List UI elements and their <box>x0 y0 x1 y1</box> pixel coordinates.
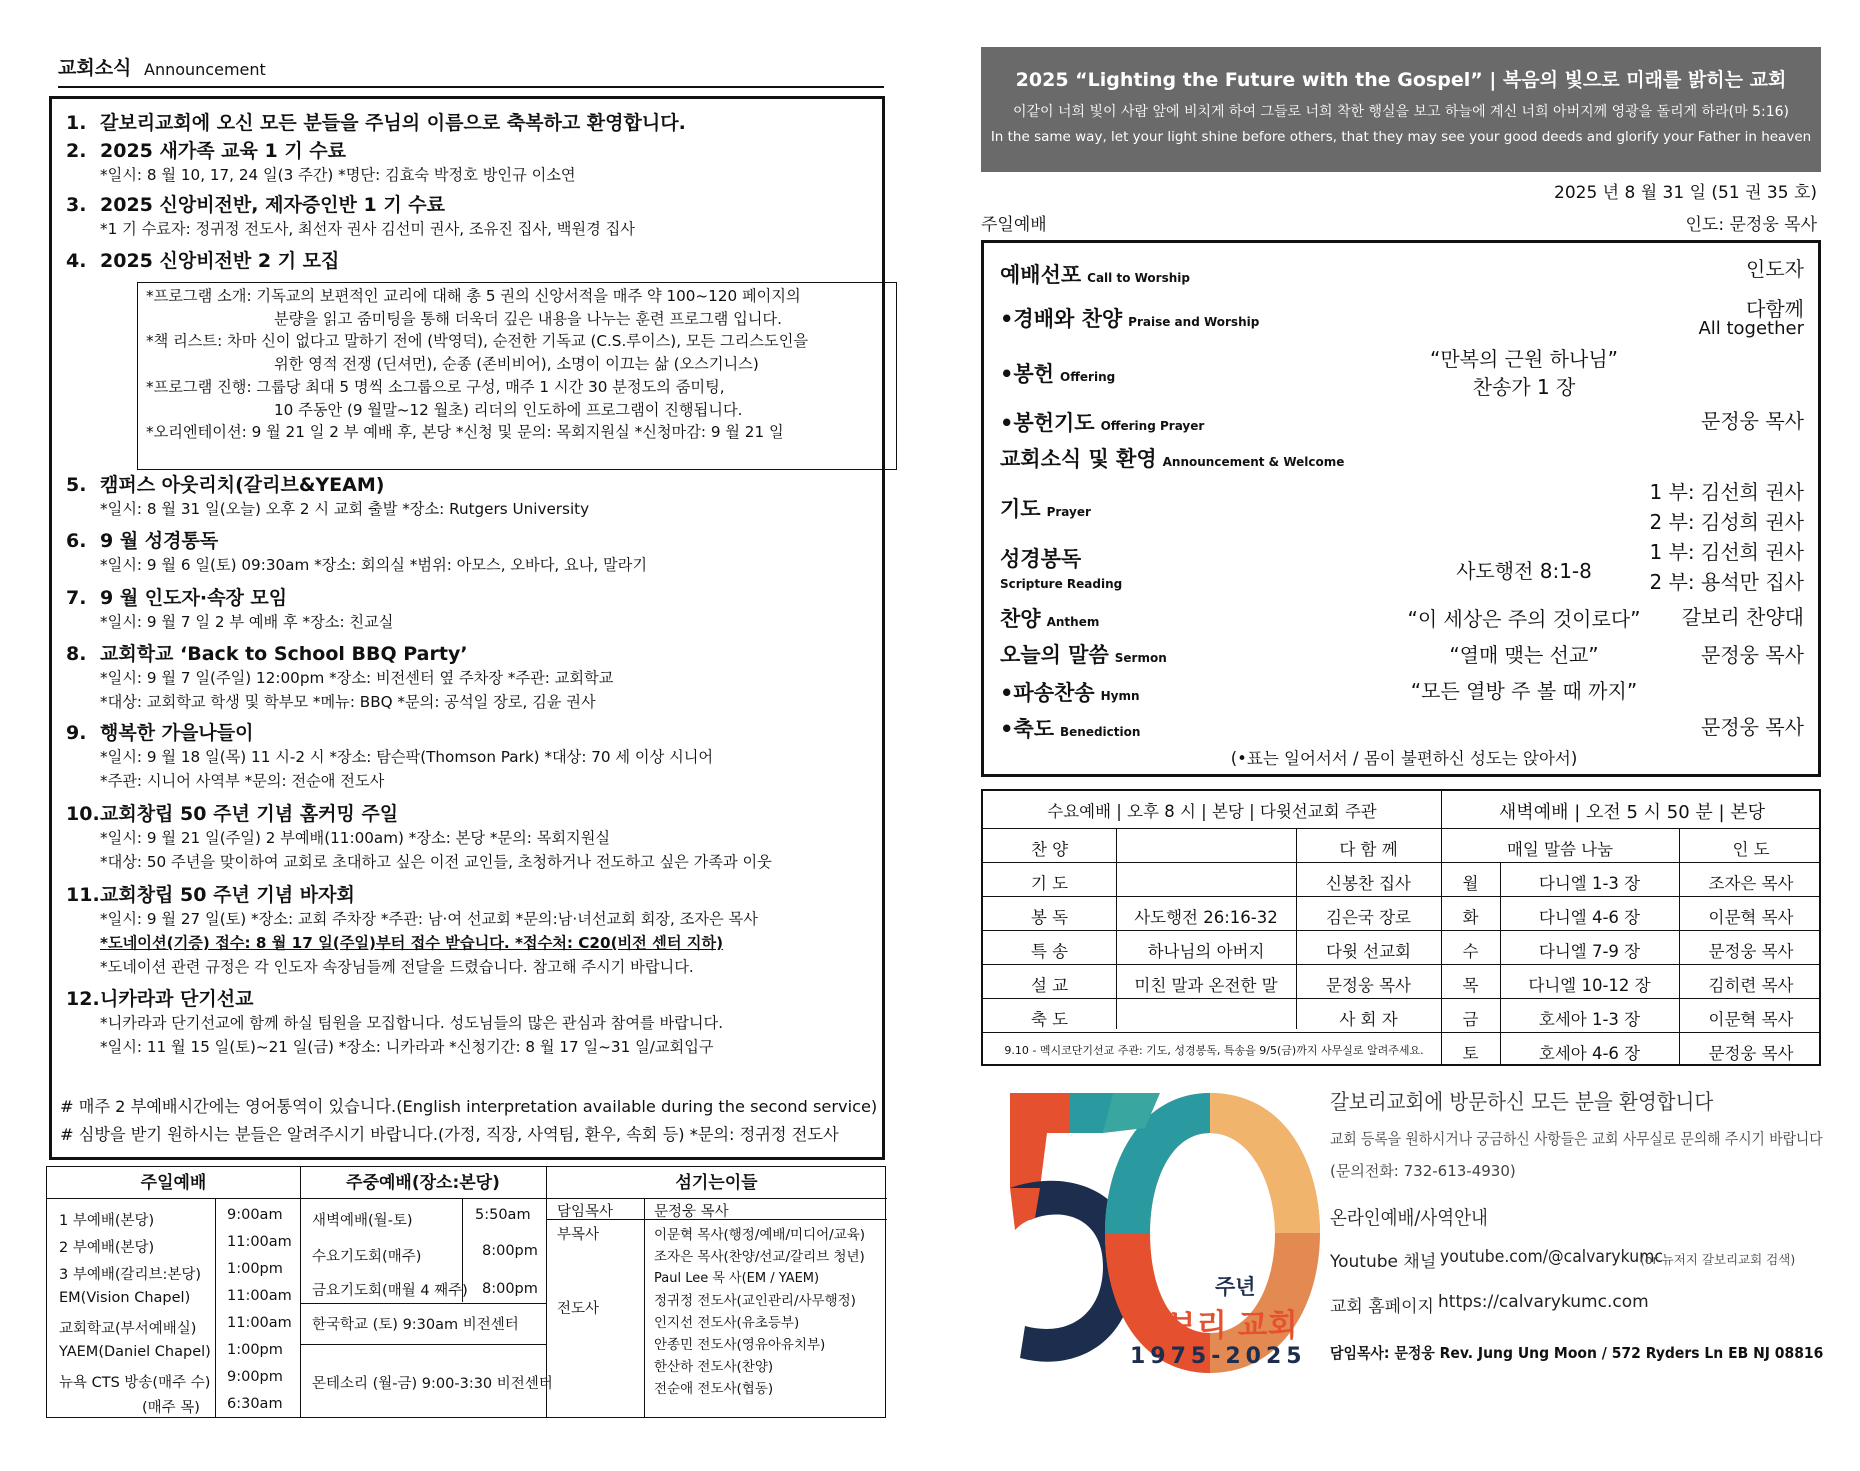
homepage-link[interactable]: https://calvarykumc.com <box>1438 1292 1649 1312</box>
item-line: *일시: 8 월 31 일(오늘) 오후 2 시 교회 출발 *장소: Rutgers University <box>100 500 590 518</box>
item-number: 6. <box>66 530 87 552</box>
step-hymn-number: 찬송가 1 장 <box>1472 375 1576 399</box>
wed-person: 김은국 장로 <box>1326 908 1411 927</box>
dawn-passage: 다니엘 1-3 장 <box>1538 874 1641 893</box>
program-line: 위한 영적 전쟁 (딘셔먼), 순종 (존비비어), 소명이 이끄는 삶 (오스기니스) <box>274 355 759 374</box>
step-leader: 다함께 <box>1746 297 1804 321</box>
service-name: 뉴욕 CTS 방송(매주 수) <box>59 1375 211 1391</box>
staff-name: 안종민 전도사(영유아유치부) <box>654 1337 826 1353</box>
step-english: Announcement & Welcome <box>1162 455 1345 469</box>
item-number: 10. <box>66 803 100 825</box>
schedule-table <box>46 1166 886 1418</box>
staff-role: 담임목사 <box>557 1204 614 1220</box>
wed-person: 문정웅 목사 <box>1326 976 1411 995</box>
step-sermon: “열매 맺는 선교” <box>1449 643 1599 667</box>
announcement-item <box>66 642 866 714</box>
wed-footnote: 9.10 - 멕시코단기선교 주관: 기도, 성경봉독, 특송을 9/5(금)까지 사무실로 알려주세요. <box>1004 1044 1424 1057</box>
step-hymn-title: “만복의 근원 하나님” <box>1430 347 1618 371</box>
dawn-col-leader: 인 도 <box>1732 840 1770 859</box>
step-anthem: “이 세상은 주의 것이로다” <box>1407 607 1641 631</box>
service-time: 6:30am <box>227 1396 283 1412</box>
dawn-passage: 호세아 4-6 장 <box>1538 1044 1641 1063</box>
dawn-day: 목 <box>1462 976 1479 995</box>
announcement-subtitle: Announcement <box>144 60 266 79</box>
service-name: 3 부예배(갈리브:본당) <box>59 1267 202 1283</box>
service-name: (매주 목) <box>142 1400 200 1416</box>
worship-step <box>1000 713 1140 743</box>
step-english: Hymn <box>1100 689 1140 703</box>
dawn-day: 토 <box>1462 1044 1479 1063</box>
item-title: 2025 신앙비전반 2 기 모집 <box>100 250 340 272</box>
step-name: 성경봉독 <box>1000 547 1082 571</box>
worship-step <box>1000 407 1204 437</box>
step-name: 교회소식 및 환영 <box>1000 447 1157 471</box>
staff-name: Paul Lee 목 사(EM / YAEM) <box>654 1271 820 1286</box>
dawn-leader: 김히련 목사 <box>1708 976 1794 995</box>
montessori: 몬테소리 (월-금) 9:00-3:30 비전센터 <box>312 1376 553 1392</box>
dawn-passage: 다니엘 10-12 장 <box>1528 976 1651 995</box>
step-name: 예배선포 <box>1000 263 1082 287</box>
step-name: •파송찬송 <box>1000 681 1095 705</box>
step-leader: 문정웅 목사 <box>1701 409 1804 433</box>
wed-role: 찬 양 <box>1030 840 1069 859</box>
dawn-passage: 다니엘 4-6 장 <box>1538 908 1641 927</box>
item-title: 2025 신앙비전반, 제자증인반 1 기 수료 <box>100 194 445 216</box>
step-hymn: “모든 열방 주 볼 때 까지” <box>1410 679 1638 703</box>
announcement-item <box>66 883 866 979</box>
wed-role: 봉 독 <box>1030 908 1069 927</box>
item-line: *일시: 9 월 21 일(주일) 2 부예배(11:00am) *장소: 본당 *문의: 목회지원실 <box>100 829 611 847</box>
item-title: 캠퍼스 아웃리치(갈리브&YEAM) <box>100 474 385 496</box>
theme-verse-english: In the same way, let your light shine before others, that they may see your good deeds and glorify your Father in heaven <box>990 129 1812 145</box>
staff-name: 이문혁 목사(행정/예배/미디어/교육) <box>654 1227 866 1243</box>
item-title: 니카라과 단기선교 <box>100 988 254 1010</box>
item-line: *1 기 수료자: 정귀정 전도사, 최선자 권사 김선미 권사, 조유진 집사, 백원경 집사 <box>100 220 635 238</box>
anniversary-logo <box>985 1088 1325 1418</box>
item-line: *주관: 시니어 사역부 *문의: 전순애 전도사 <box>100 772 385 790</box>
staff-header: 섬기는이들 <box>546 1167 887 1199</box>
step-leader: 문정웅 목사 <box>1701 715 1804 739</box>
item-number: 3. <box>66 194 87 216</box>
step-leader: 1 부: 김선희 권사 <box>1649 540 1804 564</box>
step-english: Anthem <box>1046 615 1100 629</box>
item-number: 7. <box>66 587 87 609</box>
service-name: 1 부예배(본당) <box>59 1213 155 1229</box>
worship-step <box>1000 443 1344 473</box>
step-name: 찬양 <box>1000 607 1041 631</box>
announcement-item <box>66 987 866 1059</box>
announcement-item <box>66 802 866 874</box>
item-line: *일시: 9 월 27 일(토) *장소: 교회 주차장 *주관: 남·여 선교회 *문의:남·녀선교회 회장, 조자은 목사 <box>100 910 758 928</box>
item-number: 11. <box>66 884 100 906</box>
pastor-address: 담임목사: 문정웅 Rev. Jung Ung Moon / 572 Ryders Ln EB NJ 08816 <box>1330 1344 1824 1362</box>
announcement-title: 교회소식 <box>58 57 132 79</box>
program-line: 분량을 읽고 줌미팅을 통해 더욱더 깊은 내용을 나누는 훈련 프로그램 입니다. <box>274 309 782 328</box>
item-line: *도네이션(기증) 접수: 8 월 17 일(주일)부터 접수 받습니다. *접수처: C20(비전 센터 지하) <box>100 934 724 952</box>
staff-role: 부목사 <box>557 1227 600 1243</box>
service-name: 2 부예배(본당) <box>59 1240 155 1256</box>
bulletin-date: 2025 년 8 월 31 일 (51 권 35 호) <box>1554 183 1817 203</box>
dawn-day: 금 <box>1462 1010 1479 1029</box>
youtube-label: Youtube 채널 <box>1330 1252 1437 1272</box>
step-leader: 갈보리 찬양대 <box>1681 605 1804 629</box>
dawn-day: 수 <box>1462 942 1479 961</box>
service-time: 9:00pm <box>227 1369 283 1385</box>
dawn-col-passage: 매일 말씀 나눔 <box>1506 840 1614 859</box>
worship-step <box>1000 259 1190 289</box>
youtube-search-note: (or 뉴저지 갈보리교회 검색) <box>1640 1252 1796 1267</box>
note-line: # 심방을 받기 원하시는 분들은 알려주시기 바랍니다.(가정, 직장, 사역팀, 환우, 속회 등) *문의: 정귀정 전도사 <box>60 1125 839 1144</box>
staff-name: 인지선 전도사(유초등부) <box>654 1315 800 1331</box>
welcome-title: 갈보리교회에 방문하신 모든 분을 환영합니다 <box>1330 1090 1714 1114</box>
item-number: 8. <box>66 643 87 665</box>
weekday-service-time: 8:00pm <box>482 1243 538 1259</box>
item-title: 교회학교 ‘Back to School BBQ Party’ <box>100 643 468 665</box>
staff-name: 조자은 목사(찬양/선교/갈리브 청년) <box>654 1249 865 1265</box>
step-leader: 인도자 <box>1746 257 1804 281</box>
wed-content: 미친 말과 온전한 말 <box>1134 976 1278 995</box>
item-title: 행복한 가을나들이 <box>100 722 254 744</box>
item-line: *일시: 9 월 7 일 2 부 예배 후 *장소: 친교실 <box>100 613 394 631</box>
announcement-item <box>66 193 866 241</box>
service-name: 교회학교(부서예배실) <box>59 1321 197 1337</box>
wed-person: 사 회 자 <box>1339 1010 1398 1029</box>
worship-step <box>1000 303 1259 333</box>
announcement-item <box>66 139 866 187</box>
dawn-leader: 문정웅 목사 <box>1708 1044 1794 1063</box>
item-line: *대상: 50 주년을 맞이하여 교회로 초대하고 싶은 이전 교인들, 초청하거나 전도하고 싶은 가족과 이웃 <box>100 853 772 871</box>
anniversary-label: 주년 <box>1215 1275 1256 1299</box>
service-time: 11:00am <box>227 1315 292 1331</box>
wed-person: 다윗 선교회 <box>1326 942 1411 961</box>
step-english: Offering Prayer <box>1100 419 1205 433</box>
online-info-label: 온라인예배/사역안내 <box>1330 1207 1488 1229</box>
dawn-passage: 호세아 1-3 장 <box>1538 1010 1641 1029</box>
step-name: •봉헌기도 <box>1000 411 1095 435</box>
welcome-info-line: 교회 등록을 원하시거나 궁금하신 사항들은 교회 사무실로 문의해 주시기 바랍니다 <box>1330 1130 1823 1148</box>
program-line: *책 리스트: 차마 신이 없다고 말하기 전에 (박영덕), 순전한 기독교 (C.S.루이스), 모든 그리스도인을 <box>146 332 809 351</box>
announcement-item <box>66 529 866 577</box>
program-line: *프로그램 진행: 그룹당 최대 5 명씩 소그룹으로 구성, 매주 1 시간 30 분정도의 줌미팅, <box>146 377 725 396</box>
worship-step <box>1000 493 1091 523</box>
dawn-leader: 이문혁 목사 <box>1708 1010 1794 1029</box>
weekday-service-time: 8:00pm <box>482 1281 538 1297</box>
divider <box>215 1199 216 1417</box>
wednesday-header: 수요예배 | 오후 8 시 | 본당 | 다윗선교회 주관 <box>1047 802 1377 821</box>
worship-step <box>1000 639 1167 669</box>
item-line: *일시: 8 월 10, 17, 24 일(3 주간) *명단: 김효숙 박정호 방인규 이소연 <box>100 166 576 184</box>
weekday-service-name: 금요기도회(매월 4 째주) <box>312 1283 468 1299</box>
step-leader: 문정웅 목사 <box>1701 643 1804 667</box>
welcome-phone: (문의전화: 732-613-4930) <box>1330 1162 1516 1180</box>
staff-name: 문정웅 목사 <box>654 1204 729 1220</box>
item-line: *일시: 9 월 6 일(토) 09:30am *장소: 회의실 *범위: 아모스, 오바다, 요나, 말라기 <box>100 556 648 574</box>
dawn-leader: 조자은 목사 <box>1708 874 1794 893</box>
announcement-item <box>66 721 866 793</box>
wed-content: 사도행전 26:16-32 <box>1134 908 1278 927</box>
item-title: 9 월 인도자·속장 모임 <box>100 587 288 609</box>
step-english: Prayer <box>1046 505 1091 519</box>
dawn-passage: 다니엘 7-9 장 <box>1538 942 1641 961</box>
item-number: 4. <box>66 250 87 272</box>
wed-role: 기 도 <box>1030 874 1069 893</box>
item-number: 2. <box>66 140 87 162</box>
youtube-link[interactable]: youtube.com/@calvarykumc <box>1440 1247 1663 1267</box>
wed-content: 하나님의 아버지 <box>1147 942 1265 961</box>
weekly-service-table <box>981 789 1821 1066</box>
welcome-info <box>1330 1080 1830 1420</box>
dawn-day: 월 <box>1462 874 1479 893</box>
dawn-header: 새벽예배 | 오전 5 시 50 분 | 본당 <box>1498 802 1766 823</box>
step-scripture: 사도행전 8:1-8 <box>1456 559 1592 583</box>
weekday-service-name: 새벽예배(월-토) <box>312 1213 413 1229</box>
step-english: Scripture Reading <box>1000 577 1123 591</box>
worship-leader: 인도: 문정웅 목사 <box>1685 215 1817 235</box>
staff-role: 전도사 <box>557 1301 600 1317</box>
announcement-box <box>49 96 885 1160</box>
program-line: *프로그램 소개: 기독교의 보편적인 교리에 대해 총 5 권의 신앙서적을 매주 약 100~120 페이지의 <box>146 287 801 305</box>
service-time: 11:00am <box>227 1234 292 1250</box>
item-title: 2025 새가족 교육 1 기 수료 <box>100 140 347 162</box>
step-name: •축도 <box>1000 717 1054 741</box>
dawn-leader: 이문혁 목사 <box>1708 908 1794 927</box>
weekday-worship-header: 주중예배(장소:본당) <box>300 1167 546 1199</box>
item-number: 12. <box>66 988 100 1010</box>
item-title: 갈보리교회에 오신 모든 분들을 주님의 이름으로 축복하고 환영합니다. <box>100 112 686 134</box>
step-name: 오늘의 말씀 <box>1000 643 1109 667</box>
step-name: 기도 <box>1000 497 1041 521</box>
step-english: Call to Worship <box>1087 271 1190 285</box>
step-name: •경배와 찬양 <box>1000 307 1123 331</box>
announcement-item <box>66 473 866 521</box>
item-title: 교회창립 50 주년 기념 바자회 <box>100 884 355 906</box>
item-line: *일시: 9 월 7 일(주일) 12:00pm *장소: 비전센터 옆 주차장 *주관: 교회학교 <box>100 669 614 687</box>
staff-name: 정귀정 전도사(교인관리/사무행정) <box>654 1293 856 1309</box>
worship-step <box>1000 677 1140 707</box>
service-time: 9:00am <box>227 1207 283 1223</box>
theme-banner <box>981 47 1821 172</box>
wed-role: 설 교 <box>1030 976 1069 995</box>
homepage-label: 교회 홈페이지 <box>1330 1297 1434 1317</box>
announcement-item <box>66 586 866 634</box>
step-english: Benediction <box>1060 725 1141 739</box>
dawn-day: 화 <box>1462 908 1479 927</box>
item-line: *니카라과 단기선교에 함께 하실 팀원을 모집합니다. 성도님들의 많은 관심과 참여를 바랍니다. <box>100 1014 724 1032</box>
item-number: 9. <box>66 722 87 744</box>
item-line: *일시: 11 월 15 일(토)~21 일(금) *장소: 니카라과 *신청기간: 8 월 17 일~31 일/교회입구 <box>100 1038 714 1056</box>
step-english: Praise and Worship <box>1128 315 1260 329</box>
theme-title: 2025 “Lighting the Future with the Gospel” | 복음의 빛으로 미래를 밝히는 교회 <box>1015 69 1787 91</box>
service-name: YAEM(Daniel Chapel) <box>59 1344 211 1360</box>
wed-role: 특 송 <box>1030 942 1069 961</box>
worship-step <box>1000 543 1081 573</box>
worship-step <box>1000 603 1099 633</box>
wed-person: 다 함 께 <box>1339 840 1398 859</box>
program-line: 10 주동안 (9 월말~12 월초) 리더의 인도하에 프로그램이 진행됩니다. <box>274 400 743 419</box>
item-line: *일시: 9 월 18 일(목) 11 시-2 시 *장소: 탐슨팍(Thomson Park) *대상: 70 세 이상 시니어 <box>100 748 714 766</box>
service-time: 1:00pm <box>227 1342 283 1358</box>
order-of-worship <box>981 240 1821 777</box>
item-title: 9 월 성경통독 <box>100 530 219 552</box>
announcement-item <box>66 249 866 273</box>
step-leader: 1 부: 김선희 권사 <box>1649 480 1804 504</box>
program-info-box <box>137 282 897 470</box>
step-english: Sermon <box>1114 651 1167 665</box>
item-number: 5. <box>66 474 87 496</box>
worship-step <box>1000 358 1115 388</box>
theme-verse-korean: 이같이 너희 빛이 사람 앞에 비치게 하여 그들로 너희 착한 행실을 보고 하늘에 계신 너희 아버지께 영광을 돌리게 하라(마 5:16) <box>1012 104 1790 120</box>
step-name: •봉헌 <box>1000 362 1054 386</box>
logo-church-name: 갈보리 교회 <box>1137 1308 1298 1344</box>
sunday-worship-header: 주일예배 <box>47 1167 300 1199</box>
item-line: *도네이션 관련 규정은 각 인도자 속장님들께 전달을 드렸습니다. 참고해 주시기 바랍니다. <box>100 958 694 976</box>
item-number: 1. <box>66 112 87 134</box>
sunday-worship-label: 주일예배 <box>981 215 1047 235</box>
note-line: # 매주 2 부예배시간에는 영어통역이 있습니다.(English interpretation available during the second service) <box>60 1097 878 1116</box>
service-name: EM(Vision Chapel) <box>59 1290 191 1306</box>
item-line: *대상: 교회학교 학생 및 학부모 *메뉴: BBQ *문의: 공석일 장로, 김윤 권사 <box>100 693 596 711</box>
weekday-service-time: 5:50am <box>475 1207 531 1223</box>
weekday-service-name: 수요기도회(매주) <box>312 1249 422 1265</box>
service-time: 1:00pm <box>227 1261 283 1277</box>
korean-school: 한국학교 (토) 9:30am 비전센터 <box>312 1317 519 1333</box>
announcement-header <box>58 54 884 88</box>
step-english: Offering <box>1060 370 1116 384</box>
item-title: 교회창립 50 주년 기념 홈커밍 주일 <box>100 803 399 825</box>
wed-role: 축 도 <box>1030 1010 1069 1029</box>
step-leader: 2 부: 용석만 집사 <box>1649 570 1804 594</box>
program-line: *오리엔테이션: 9 월 21 일 2 부 예배 후, 본당 *신청 및 문의: 목회지원실 *신청마감: 9 월 21 일 <box>146 423 784 442</box>
standing-note: (•표는 일어서서 / 몸이 불편하신 성도는 앉아서) <box>1230 749 1578 768</box>
staff-name: 한산하 전도사(찬양) <box>654 1359 774 1375</box>
announcement-item <box>66 111 866 135</box>
dawn-leader: 문정웅 목사 <box>1708 942 1794 961</box>
service-time: 11:00am <box>227 1288 292 1304</box>
step-leader-english: All together <box>1698 318 1804 339</box>
logo-years: 1975-2025 <box>1130 1344 1307 1369</box>
wed-person: 신봉찬 집사 <box>1326 874 1411 893</box>
staff-name: 전순애 전도사(협동) <box>654 1381 774 1397</box>
step-leader: 2 부: 김성희 권사 <box>1649 510 1804 534</box>
